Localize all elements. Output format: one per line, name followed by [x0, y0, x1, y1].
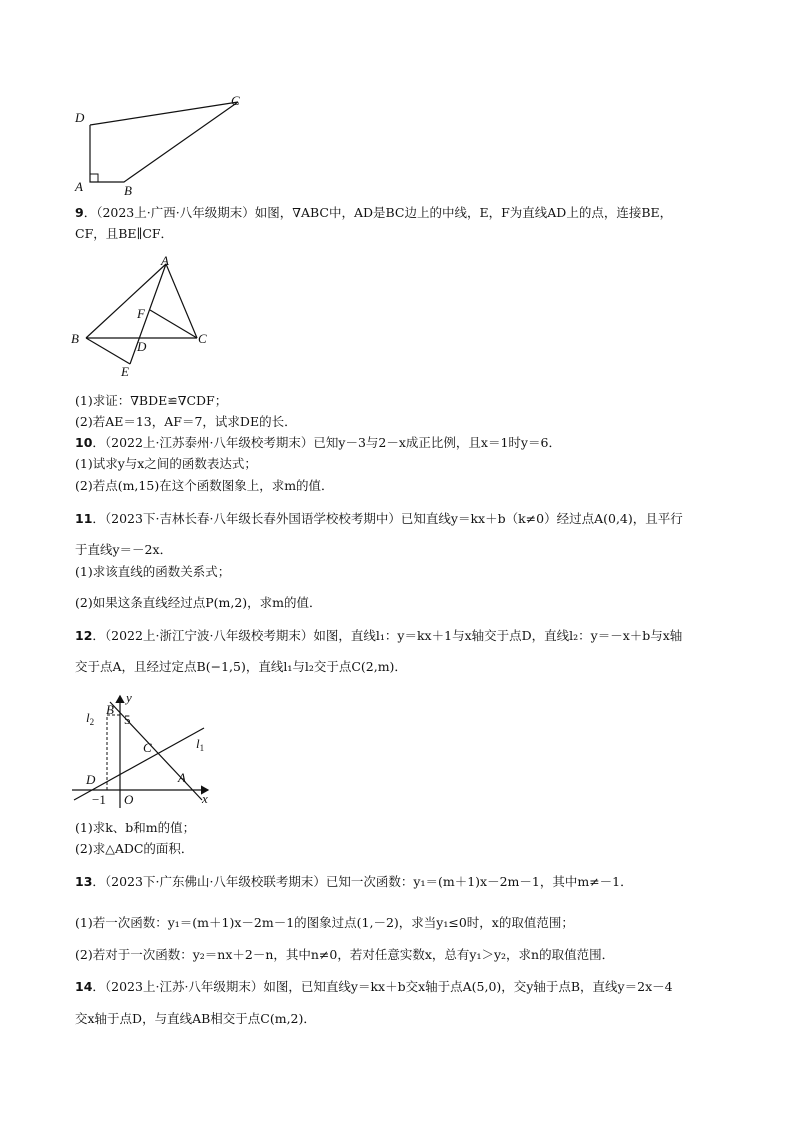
label-A: A [161, 253, 169, 268]
label-B: B [124, 183, 132, 198]
figure-triangle [65, 250, 225, 380]
label-D: D [137, 339, 147, 354]
label-A: A [178, 770, 186, 785]
q12-line-1: 12．（2022上·浙江宁波·八年级校考期末）如图，直线l₁：y＝kx＋1与x轴交于点D，直线l₂：y＝－x＋b与x轴 [75, 628, 683, 643]
q11-line-1: 11．（2023下·吉林长春·八年级长春外国语学校校考期中）已知直线y＝kx＋b（k≠0）经过点A(0,4)，且平行 [75, 511, 683, 526]
q10-line-1: 10．（2022上·江苏泰州·八年级校考期末）已知y－3与2－x成正比例，且x＝1时y＝6． [75, 435, 561, 450]
label-minus-one: −1 [92, 792, 106, 807]
q9-part-1: (1)求证：∇BDE≌∇CDF； [75, 393, 228, 408]
label-B: B [106, 702, 114, 717]
quad-outline [90, 102, 238, 182]
label-C: C [231, 93, 240, 108]
label-x: x [202, 791, 208, 806]
right-angle-mark [90, 174, 98, 182]
label-C: C [198, 331, 207, 346]
q11-part-1: (1)求该直线的函数关系式； [75, 564, 231, 579]
label-B: B [71, 331, 79, 346]
q9-part-2: (2)若AE＝13，AF＝7，试求DE的长． [75, 414, 297, 429]
median-AE [130, 264, 166, 364]
label-E: E [121, 364, 129, 379]
label-A: A [75, 179, 83, 194]
label-F: F [137, 306, 145, 321]
label-l1: $l_1$ [196, 736, 205, 753]
label-C: C [143, 740, 152, 755]
q12-part-2: (2)求△ADC的面积． [75, 841, 194, 856]
q14-line-2: 交x轴于点D，与直线AB相交于点C(m,2)． [75, 1011, 316, 1026]
q12-line-2: 交于点A，且经过定点B(−1,5)，直线l₁与l₂交于点C(2,m)． [75, 659, 407, 674]
figure-quadrilateral [70, 90, 260, 200]
q11-part-2: (2)如果这条直线经过点P(m,2)，求m的值． [75, 595, 322, 610]
segment-BE [86, 338, 130, 364]
q12-part-1: (1)求k、b和m的值； [75, 820, 196, 835]
q13-line-1: 13．（2023下·广东佛山·八年级校联考期末）已知一次函数：y₁＝(m＋1)x－2m－1，其中m≠－1． [75, 874, 633, 889]
q9-line-1: 9．（2023上·广西·八年级期末）如图，∇ABC中，AD是BC边上的中线，E，F为直线AD上的点，连接BE， [75, 205, 673, 220]
side-AC [166, 264, 197, 338]
line-l1 [74, 728, 204, 800]
label-D: D [75, 110, 85, 125]
q11-line-2: 于直线y＝－2x． [75, 542, 173, 557]
label-l2: $l_2$ [86, 710, 95, 727]
label-five: 5 [124, 712, 131, 727]
side-BA [86, 264, 166, 338]
label-y: y [126, 690, 132, 705]
segment-FC [150, 310, 197, 338]
q13-part-1: (1)若一次函数：y₁＝(m＋1)x－2m－1的图象过点(1,－2)，求当y₁≤0时，x的取值范围； [75, 915, 574, 930]
q14-line-1: 14．（2023上·江苏·八年级期末）如图，已知直线y＝kx＋b交x轴于点A(5,0)，交y轴于点B，直线y＝2x－4 [75, 979, 673, 994]
q10-part-1: (1)试求y与x之间的函数表达式； [75, 456, 257, 471]
figure-coordinate-graph [70, 690, 230, 815]
label-D: D [86, 772, 96, 787]
q13-part-2: (2)若对于一次函数：y₂＝nx＋2－n，其中n≠0，若对任意实数x，总有y₁＞y₂，求n的取值范围． [75, 947, 615, 962]
q9-line-2: CF，且BE∥CF． [75, 226, 174, 241]
label-O: O [124, 792, 134, 807]
q10-part-2: (2)若点(m,15)在这个函数图象上，求m的值． [75, 478, 334, 493]
